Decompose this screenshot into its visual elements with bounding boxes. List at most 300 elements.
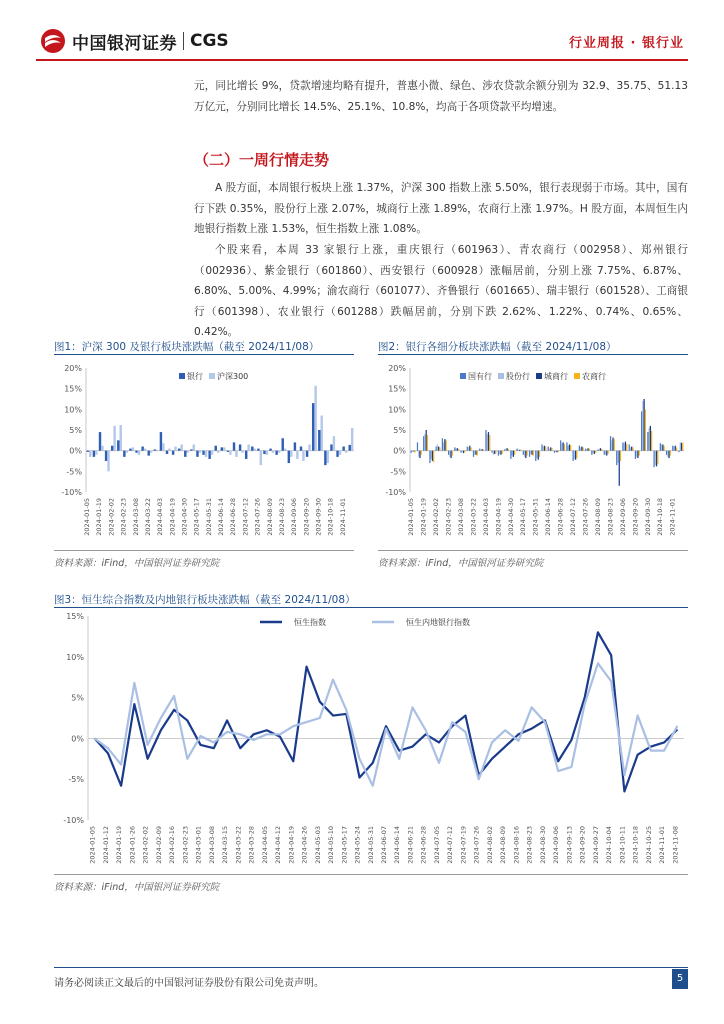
bar-国有行 [479, 449, 480, 451]
bar-沪深300 [351, 428, 353, 451]
x-tick-label: 2024-11-08 [671, 826, 680, 864]
x-tick-label: 2024-01-05 [88, 826, 97, 864]
bar-沪深300 [217, 451, 219, 453]
x-tick-label: 2024-08-09 [499, 826, 508, 864]
page-number: 5 [672, 969, 688, 989]
x-tick-label: 2024-02-16 [168, 826, 177, 864]
y-tick-label: 5% [69, 426, 82, 435]
brand-logo-icon [40, 28, 66, 54]
bar-沪深300 [162, 443, 164, 450]
x-tick-label: 2024-07-19 [459, 826, 468, 864]
x-tick-label: 2024-06-14 [544, 498, 553, 536]
x-tick-label: 2024-02-02 [141, 826, 150, 864]
bar-银行 [294, 442, 296, 450]
bar-股份行 [499, 451, 500, 454]
x-tick-label: 2024-02-02 [432, 498, 441, 536]
bar-城商行 [525, 451, 526, 458]
bar-银行 [117, 440, 119, 450]
bar-农商行 [601, 449, 602, 451]
bar-沪深300 [180, 444, 182, 450]
bar-银行 [184, 451, 186, 457]
bar-农商行 [614, 439, 615, 451]
x-tick-label: 2024-10-25 [644, 826, 653, 864]
bar-沪深300 [95, 451, 97, 455]
bar-股份行 [462, 451, 463, 452]
bar-城商行 [556, 451, 557, 453]
x-tick-label: 2024-10-11 [618, 826, 627, 864]
x-tick-label: 2024-05-31 [366, 826, 375, 864]
x-tick-label: 2024-08-16 [512, 826, 521, 864]
bar-沪深300 [345, 451, 347, 453]
bar-银行 [123, 451, 125, 457]
bar-农商行 [539, 451, 540, 457]
x-tick-label: 2024-05-03 [313, 826, 322, 864]
bar-国有行 [417, 442, 418, 450]
bar-银行 [208, 451, 210, 459]
bar-银行 [330, 444, 332, 450]
x-tick-label: 2024-02-23 [181, 826, 190, 864]
x-tick-label: 2024-06-14 [217, 498, 226, 536]
bar-沪深300 [241, 451, 243, 453]
line-恒生内地银行指数 [95, 663, 678, 785]
footer-divider [54, 967, 688, 968]
bar-沪深300 [327, 451, 329, 463]
header-divider [36, 59, 688, 61]
bar-沪深300 [266, 451, 268, 455]
x-tick-label: 2024-08-23 [277, 498, 286, 536]
y-tick-label: -5% [390, 467, 406, 477]
bar-沪深300 [272, 451, 274, 453]
bar-城商行 [450, 451, 451, 458]
bar-城商行 [469, 446, 470, 451]
legend-label: 恒生指数 [294, 618, 326, 627]
bar-股份行 [555, 451, 556, 452]
bar-城商行 [668, 451, 669, 458]
y-tick-label: 20% [388, 364, 406, 373]
bar-银行 [178, 449, 180, 451]
bar-股份行 [543, 447, 544, 451]
bar-沪深300 [199, 451, 201, 453]
bar-城商行 [612, 437, 613, 450]
paragraph-market: A 股方面，本周银行板块上涨 1.37%，沪深 300 指数上涨 5.50%，银行表现弱于市场。其中，国有行下跌 0.35%，股份行上涨 2.07%，城商行上涨 1.89%，农商行上涨 1.97%。H 股方面，本周恒生内地银行指数上涨 1.53%，恒生指数上涨 1.08%。 [194, 182, 688, 235]
bar-农商行 [663, 446, 664, 451]
x-tick-label: 2024-01-26 [128, 826, 137, 864]
x-tick-label: 2024-05-31 [531, 498, 540, 536]
x-tick-label: 2024-06-21 [406, 826, 415, 864]
bar-农商行 [495, 451, 496, 453]
bar-沪深300 [150, 451, 152, 453]
figure-1-title: 图1：沪深 300 及银行板块涨跌幅（截至 2024/11/08） [54, 341, 320, 353]
bar-银行 [239, 444, 241, 450]
bar-银行 [190, 449, 192, 450]
bar-城商行 [625, 442, 626, 451]
bar-沪深300 [321, 416, 323, 451]
bar-沪深300 [314, 386, 316, 451]
bar-股份行 [518, 449, 519, 450]
x-tick-label: 2024-05-17 [519, 498, 528, 536]
y-tick-label: 0% [71, 734, 84, 744]
bar-银行 [135, 451, 137, 453]
bar-银行 [154, 449, 156, 450]
bar-股份行 [568, 446, 569, 451]
y-tick-label: 10% [388, 405, 406, 415]
figure-1-chart [54, 358, 360, 548]
bar-国有行 [504, 449, 505, 450]
y-tick-label: -5% [68, 775, 84, 785]
bar-农商行 [620, 451, 621, 461]
bar-城商行 [600, 448, 601, 450]
x-tick-label: 2024-03-08 [207, 826, 216, 864]
figure-2-source-rule [378, 550, 688, 551]
bar-沪深300 [290, 451, 292, 457]
x-tick-label: 2024-11-01 [658, 826, 667, 864]
y-tick-label: -10% [61, 488, 82, 497]
bar-国有行 [660, 443, 661, 450]
bar-城商行 [675, 446, 676, 451]
x-tick-label: 2024-04-19 [168, 498, 177, 536]
y-tick-label: 0% [69, 446, 82, 456]
bar-城商行 [650, 426, 651, 451]
bar-国有行 [523, 451, 524, 455]
bar-国有行 [423, 436, 424, 450]
bar-股份行 [474, 451, 475, 455]
x-tick-label: 2024-07-12 [446, 826, 455, 864]
x-tick-label: 2024-02-23 [444, 498, 453, 536]
bar-农商行 [682, 443, 683, 451]
bar-银行 [288, 451, 290, 463]
bar-股份行 [574, 451, 575, 459]
y-tick-label: 15% [388, 384, 406, 394]
x-tick-label: 2024-07-12 [569, 498, 578, 536]
y-tick-label: 10% [66, 652, 84, 662]
bar-城商行 [587, 448, 588, 450]
x-tick-label: 2024-10-18 [656, 498, 665, 536]
bar-沪深300 [107, 451, 109, 472]
bar-城商行 [432, 451, 433, 461]
bar-沪深300 [168, 449, 170, 451]
bar-农商行 [551, 448, 552, 450]
bar-银行 [160, 432, 162, 451]
bar-农商行 [427, 435, 428, 451]
bar-国有行 [641, 411, 642, 450]
bar-银行 [87, 451, 89, 452]
bar-农商行 [626, 444, 627, 451]
x-tick-label: 2024-01-05 [407, 498, 416, 536]
bar-股份行 [605, 451, 606, 455]
bar-农商行 [520, 449, 521, 450]
footer-disclaimer: 请务必阅读正文最后的中国银河证券股份有限公司免责声明。 [54, 978, 324, 989]
bar-股份行 [512, 451, 513, 456]
legend-label: 农商行 [582, 372, 606, 381]
bar-国有行 [473, 451, 474, 457]
x-tick-label: 2024-04-26 [300, 826, 309, 864]
bar-国有行 [411, 451, 412, 453]
bar-沪深300 [296, 451, 298, 459]
bar-城商行 [519, 450, 520, 451]
bar-银行 [312, 403, 314, 451]
bar-沪深300 [174, 447, 176, 451]
x-tick-label: 2024-11-01 [668, 498, 677, 536]
bar-农商行 [526, 451, 527, 456]
legend-swatch [498, 373, 504, 379]
bar-银行 [300, 447, 302, 451]
bar-沪深300 [229, 451, 231, 455]
bar-城商行 [563, 442, 564, 450]
bar-农商行 [533, 451, 534, 456]
legend-label: 银行 [187, 372, 203, 381]
bar-沪深300 [339, 451, 341, 455]
x-tick-label: 2024-04-03 [481, 498, 490, 536]
bar-股份行 [524, 451, 525, 457]
x-tick-label: 2024-07-05 [432, 826, 441, 864]
bar-股份行 [431, 451, 432, 459]
bar-农商行 [514, 451, 515, 455]
x-tick-label: 2024-02-02 [107, 498, 116, 536]
bar-银行 [166, 451, 168, 454]
bar-国有行 [510, 451, 511, 459]
bar-农商行 [657, 451, 658, 464]
bar-城商行 [531, 451, 532, 455]
bar-股份行 [649, 428, 650, 451]
bar-股份行 [418, 451, 419, 457]
bar-农商行 [558, 451, 559, 452]
bar-国有行 [635, 451, 636, 459]
y-tick-label: 15% [66, 612, 84, 621]
legend-swatch [536, 373, 542, 379]
bar-国有行 [573, 451, 574, 461]
bar-银行 [93, 451, 95, 457]
bar-股份行 [580, 447, 581, 450]
bar-城商行 [538, 451, 539, 460]
x-tick-label: 2024-06-28 [419, 826, 428, 864]
x-tick-label: 2024-09-20 [631, 498, 640, 536]
bar-股份行 [424, 434, 425, 451]
y-tick-label: 20% [64, 364, 82, 373]
x-tick-label: 2024-09-06 [552, 826, 561, 864]
bar-股份行 [480, 450, 481, 451]
x-tick-label: 2024-09-20 [302, 498, 311, 536]
bar-农商行 [439, 447, 440, 450]
bar-银行 [336, 451, 338, 457]
bar-沪深300 [138, 451, 140, 455]
bar-沪深300 [333, 436, 335, 450]
x-tick-label: 2024-02-09 [154, 826, 163, 864]
bar-国有行 [622, 442, 623, 450]
x-tick-label: 2024-06-28 [229, 498, 238, 536]
legend-label: 沪深300 [217, 372, 249, 381]
bar-沪深300 [101, 446, 103, 451]
x-tick-label: 2024-07-26 [472, 826, 481, 864]
bar-农商行 [670, 451, 671, 456]
bar-沪深300 [308, 444, 310, 450]
bar-银行 [251, 447, 253, 451]
bar-股份行 [561, 443, 562, 450]
bar-国有行 [436, 447, 437, 451]
x-tick-label: 2024-01-19 [419, 498, 428, 536]
bar-农商行 [595, 451, 596, 453]
bar-股份行 [642, 401, 643, 451]
bar-银行 [349, 445, 351, 451]
y-tick-label: 5% [393, 426, 406, 435]
x-tick-label: 2024-05-31 [204, 498, 213, 536]
bar-沪深300 [89, 451, 91, 457]
x-tick-label: 2024-07-26 [581, 498, 590, 536]
bar-城商行 [488, 432, 489, 451]
figure-3-rule [54, 607, 688, 608]
bar-银行 [318, 430, 320, 451]
y-tick-label: 15% [64, 384, 82, 394]
bar-沪深300 [254, 449, 256, 451]
bar-农商行 [508, 449, 509, 451]
bar-城商行 [550, 447, 551, 450]
bar-沪深300 [223, 447, 225, 450]
bar-股份行 [505, 449, 506, 451]
bar-银行 [227, 451, 229, 452]
bar-城商行 [581, 447, 582, 451]
bar-股份行 [673, 447, 674, 451]
bar-沪深300 [132, 447, 134, 450]
bar-农商行 [464, 451, 465, 453]
bar-股份行 [667, 451, 668, 457]
x-tick-label: 2024-10-18 [326, 498, 335, 536]
y-tick-label: 5% [71, 693, 84, 703]
bar-城商行 [413, 451, 414, 452]
x-tick-label: 2024-09-30 [643, 498, 652, 536]
x-tick-label: 2024-09-27 [591, 826, 600, 864]
legend-label: 恒生内地银行指数 [406, 618, 470, 627]
bar-银行 [172, 451, 174, 455]
bar-农商行 [470, 447, 471, 450]
line-恒生指数 [95, 632, 678, 791]
bar-国有行 [672, 446, 673, 451]
bar-国有行 [597, 449, 598, 450]
bar-银行 [105, 451, 107, 461]
x-tick-label: 2024-03-15 [221, 826, 230, 864]
x-tick-label: 2024-03-22 [143, 498, 152, 536]
legend-swatch [460, 373, 466, 379]
bar-农商行 [452, 451, 453, 456]
bar-股份行 [655, 451, 656, 465]
bar-国有行 [585, 449, 586, 451]
bar-银行 [111, 446, 113, 451]
x-tick-label: 2024-04-12 [274, 826, 283, 864]
legend-label: 股份行 [506, 372, 530, 381]
bar-农商行 [489, 435, 490, 451]
brand-separator [183, 32, 184, 50]
x-tick-label: 2024-08-09 [265, 498, 274, 536]
bar-农商行 [433, 451, 434, 463]
bar-沪深300 [193, 444, 195, 450]
x-tick-label: 2024-08-23 [606, 498, 615, 536]
bar-农商行 [570, 445, 571, 451]
bar-国有行 [629, 444, 630, 450]
x-tick-label: 2024-03-08 [131, 498, 140, 536]
bar-股份行 [468, 447, 469, 450]
bar-国有行 [548, 447, 549, 451]
bar-股份行 [493, 451, 494, 455]
bar-股份行 [449, 451, 450, 457]
y-tick-label: -10% [385, 488, 406, 497]
x-tick-label: 2024-05-24 [353, 826, 362, 864]
bar-股份行 [630, 447, 631, 450]
bar-银行 [263, 451, 265, 454]
figure-3-chart [54, 610, 688, 872]
x-tick-label: 2024-05-17 [192, 498, 201, 536]
y-tick-label: -5% [66, 467, 82, 477]
bar-国有行 [485, 430, 486, 451]
legend-label: 城商行 [544, 372, 568, 381]
bar-沪深300 [126, 451, 128, 453]
bar-城商行 [444, 439, 445, 451]
bar-沪深300 [187, 451, 189, 453]
y-tick-label: -10% [63, 816, 84, 825]
x-tick-label: 2024-04-19 [494, 498, 503, 536]
bar-国有行 [579, 446, 580, 451]
bar-农商行 [582, 447, 583, 450]
bar-银行 [233, 442, 235, 450]
bar-股份行 [437, 444, 438, 450]
bar-银行 [202, 451, 204, 455]
x-tick-label: 2024-04-30 [180, 498, 189, 536]
x-tick-label: 2024-03-01 [194, 826, 203, 864]
figure-3-source-rule [54, 874, 688, 875]
x-tick-label: 2024-10-18 [631, 826, 640, 864]
y-tick-label: 10% [64, 405, 82, 415]
bar-国有行 [616, 451, 617, 465]
bar-城商行 [507, 448, 508, 450]
x-tick-label: 2024-08-09 [593, 498, 602, 536]
bar-农商行 [676, 447, 677, 450]
bar-股份行 [586, 449, 587, 451]
bar-银行 [282, 438, 284, 450]
bar-银行 [99, 432, 101, 451]
bar-城商行 [594, 451, 595, 454]
bar-农商行 [564, 444, 565, 451]
figure-2-chart [378, 358, 688, 548]
bar-沪深300 [144, 449, 146, 451]
bar-城商行 [475, 451, 476, 455]
x-tick-label: 2024-01-19 [95, 498, 104, 536]
bar-沪深300 [302, 451, 304, 461]
bar-银行 [221, 447, 223, 450]
bar-城商行 [631, 447, 632, 451]
bar-城商行 [494, 451, 495, 454]
bar-沪深300 [278, 451, 280, 453]
section-title: （二）一周行情走势 [194, 151, 330, 169]
bar-城商行 [426, 430, 427, 451]
bar-国有行 [610, 436, 611, 450]
x-tick-label: 2024-06-07 [380, 826, 388, 864]
bar-股份行 [611, 440, 612, 450]
bar-股份行 [661, 444, 662, 450]
bar-银行 [269, 449, 271, 451]
page-header [0, 0, 724, 62]
bar-城商行 [681, 443, 682, 451]
x-tick-label: 2024-04-05 [260, 826, 269, 864]
x-tick-label: 2024-08-02 [485, 826, 494, 864]
bar-城商行 [482, 449, 483, 451]
bar-城商行 [544, 446, 545, 451]
bar-国有行 [442, 438, 443, 450]
bar-城商行 [457, 448, 458, 450]
bar-城商行 [606, 451, 607, 456]
bar-股份行 [412, 451, 413, 452]
bar-银行 [257, 449, 259, 451]
bar-银行 [129, 449, 131, 451]
x-tick-label: 2024-09-13 [565, 826, 574, 864]
legend-label: 国有行 [468, 372, 492, 381]
bar-国有行 [647, 432, 648, 451]
